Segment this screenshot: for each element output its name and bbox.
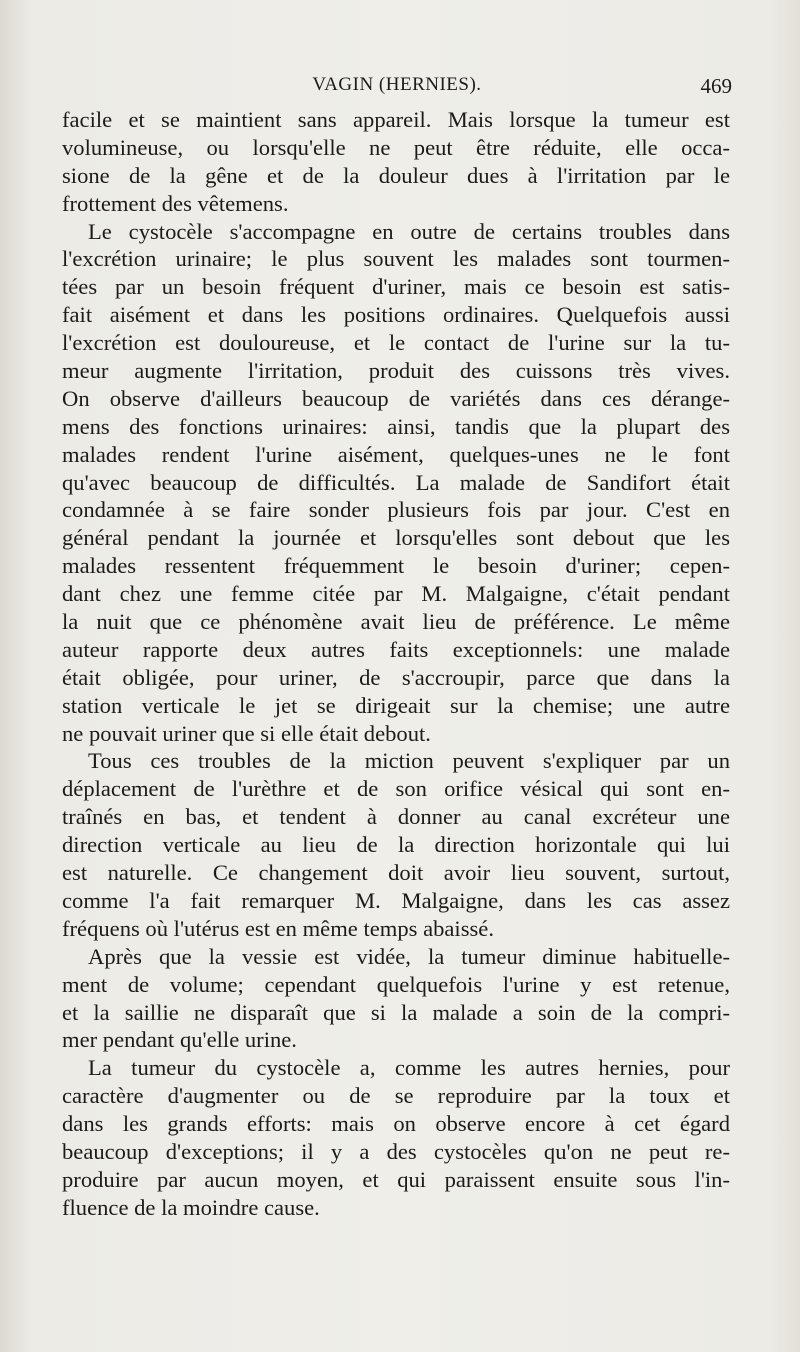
text-line: mer pendant qu'elle urine.	[62, 1027, 297, 1053]
text-line: caractère d'augmenter ou de se reproduire par la toux et	[62, 1083, 730, 1109]
text-line: l'excrétion urinaire; le plus souvent les malades sont tourmen-	[62, 246, 730, 272]
text-line: La tumeur du cystocèle a, comme les autres hernies, pour	[88, 1055, 730, 1081]
text-line: ne pouvait uriner que si elle était debout.	[62, 720, 431, 746]
text-line: était obligée, pour uriner, de s'accroupir, parce que dans la	[62, 664, 730, 690]
text-line: beaucoup d'exceptions; il y a des cystocèles qu'on ne peut re-	[62, 1138, 730, 1164]
text-line: meur augmente l'irritation, produit des cuissons très vives.	[62, 358, 730, 384]
text-line: malades ressentent fréquemment le besoin d'uriner; cepen-	[62, 553, 730, 579]
text-line: sione de la gêne et de la douleur dues à l'irritation par le	[62, 162, 730, 188]
text-line: ment de volume; cependant quelquefois l'urine y est retenue,	[62, 971, 730, 997]
page-number: 469	[700, 74, 732, 98]
text-line: fréquens où l'utérus est en même temps abaissé.	[62, 915, 494, 941]
page-header	[62, 74, 732, 104]
body-text	[62, 106, 730, 1222]
text-line: volumineuse, ou lorsqu'elle ne peut être réduite, elle occa-	[62, 134, 730, 160]
text-line: déplacement de l'urèthre et de son orifice vésical qui sont en-	[62, 776, 730, 802]
text-line: et la saillie ne disparaît que si la malade a soin de la compri-	[62, 999, 730, 1025]
text-line: est naturelle. Ce changement doit avoir lieu souvent, surtout,	[62, 860, 730, 886]
text-line: fluence de la moindre cause.	[62, 1194, 320, 1220]
text-line: dans les grands efforts: mais on observe encore à cet égard	[62, 1111, 730, 1137]
text-line: station verticale le jet se dirigeait sur la chemise; une autre	[62, 692, 730, 718]
text-line: malades rendent l'urine aisément, quelques-unes ne le font	[62, 441, 730, 467]
text-line: général pendant la journée et lorsqu'elles sont debout que les	[62, 525, 730, 551]
text-line: fait aisément et dans les positions ordinaires. Quelquefois aussi	[62, 302, 730, 328]
text-line: Le cystocèle s'accompagne en outre de certains troubles dans	[88, 218, 730, 244]
text-line: Tous ces troubles de la miction peuvent s'expliquer par un	[88, 748, 730, 774]
text-line: On observe d'ailleurs beaucoup de variétés dans ces dérange-	[62, 385, 730, 411]
text-line: l'excrétion est douloureuse, et le contact de l'urine sur la tu-	[62, 330, 730, 356]
text-line: comme l'a fait remarquer M. Malgaigne, dans les cas assez	[62, 887, 730, 913]
text-line: la nuit que ce phénomène avait lieu de préférence. Le même	[62, 609, 730, 635]
text-line: mens des fonctions urinaires: ainsi, tandis que la plupart des	[62, 413, 730, 439]
text-line: produire par aucun moyen, et qui paraissent ensuite sous l'in-	[62, 1166, 730, 1192]
text-line: frottement des vêtemens.	[62, 190, 289, 216]
text-line: direction verticale au lieu de la direction horizontale qui lui	[62, 832, 730, 858]
text-line: qu'avec beaucoup de difficultés. La malade de Sandifort était	[62, 469, 730, 495]
text-line: traînés en bas, et tendent à donner au canal excréteur une	[62, 804, 730, 830]
text-line: auteur rapporte deux autres faits exceptionnels: une malade	[62, 636, 730, 662]
text-line: condamnée à se faire sonder plusieurs fois par jour. C'est en	[62, 497, 730, 523]
text-line: dant chez une femme citée par M. Malgaigne, c'était pendant	[62, 581, 730, 607]
text-line: facile et se maintient sans appareil. Mais lorsque la tumeur est	[62, 107, 730, 132]
text-line: Après que la vessie est vidée, la tumeur diminue habituelle-	[88, 943, 730, 969]
text-line: tées par un besoin fréquent d'uriner, mais ce besoin est satis-	[62, 274, 730, 300]
running-head: VAGIN (HERNIES).	[312, 74, 482, 95]
